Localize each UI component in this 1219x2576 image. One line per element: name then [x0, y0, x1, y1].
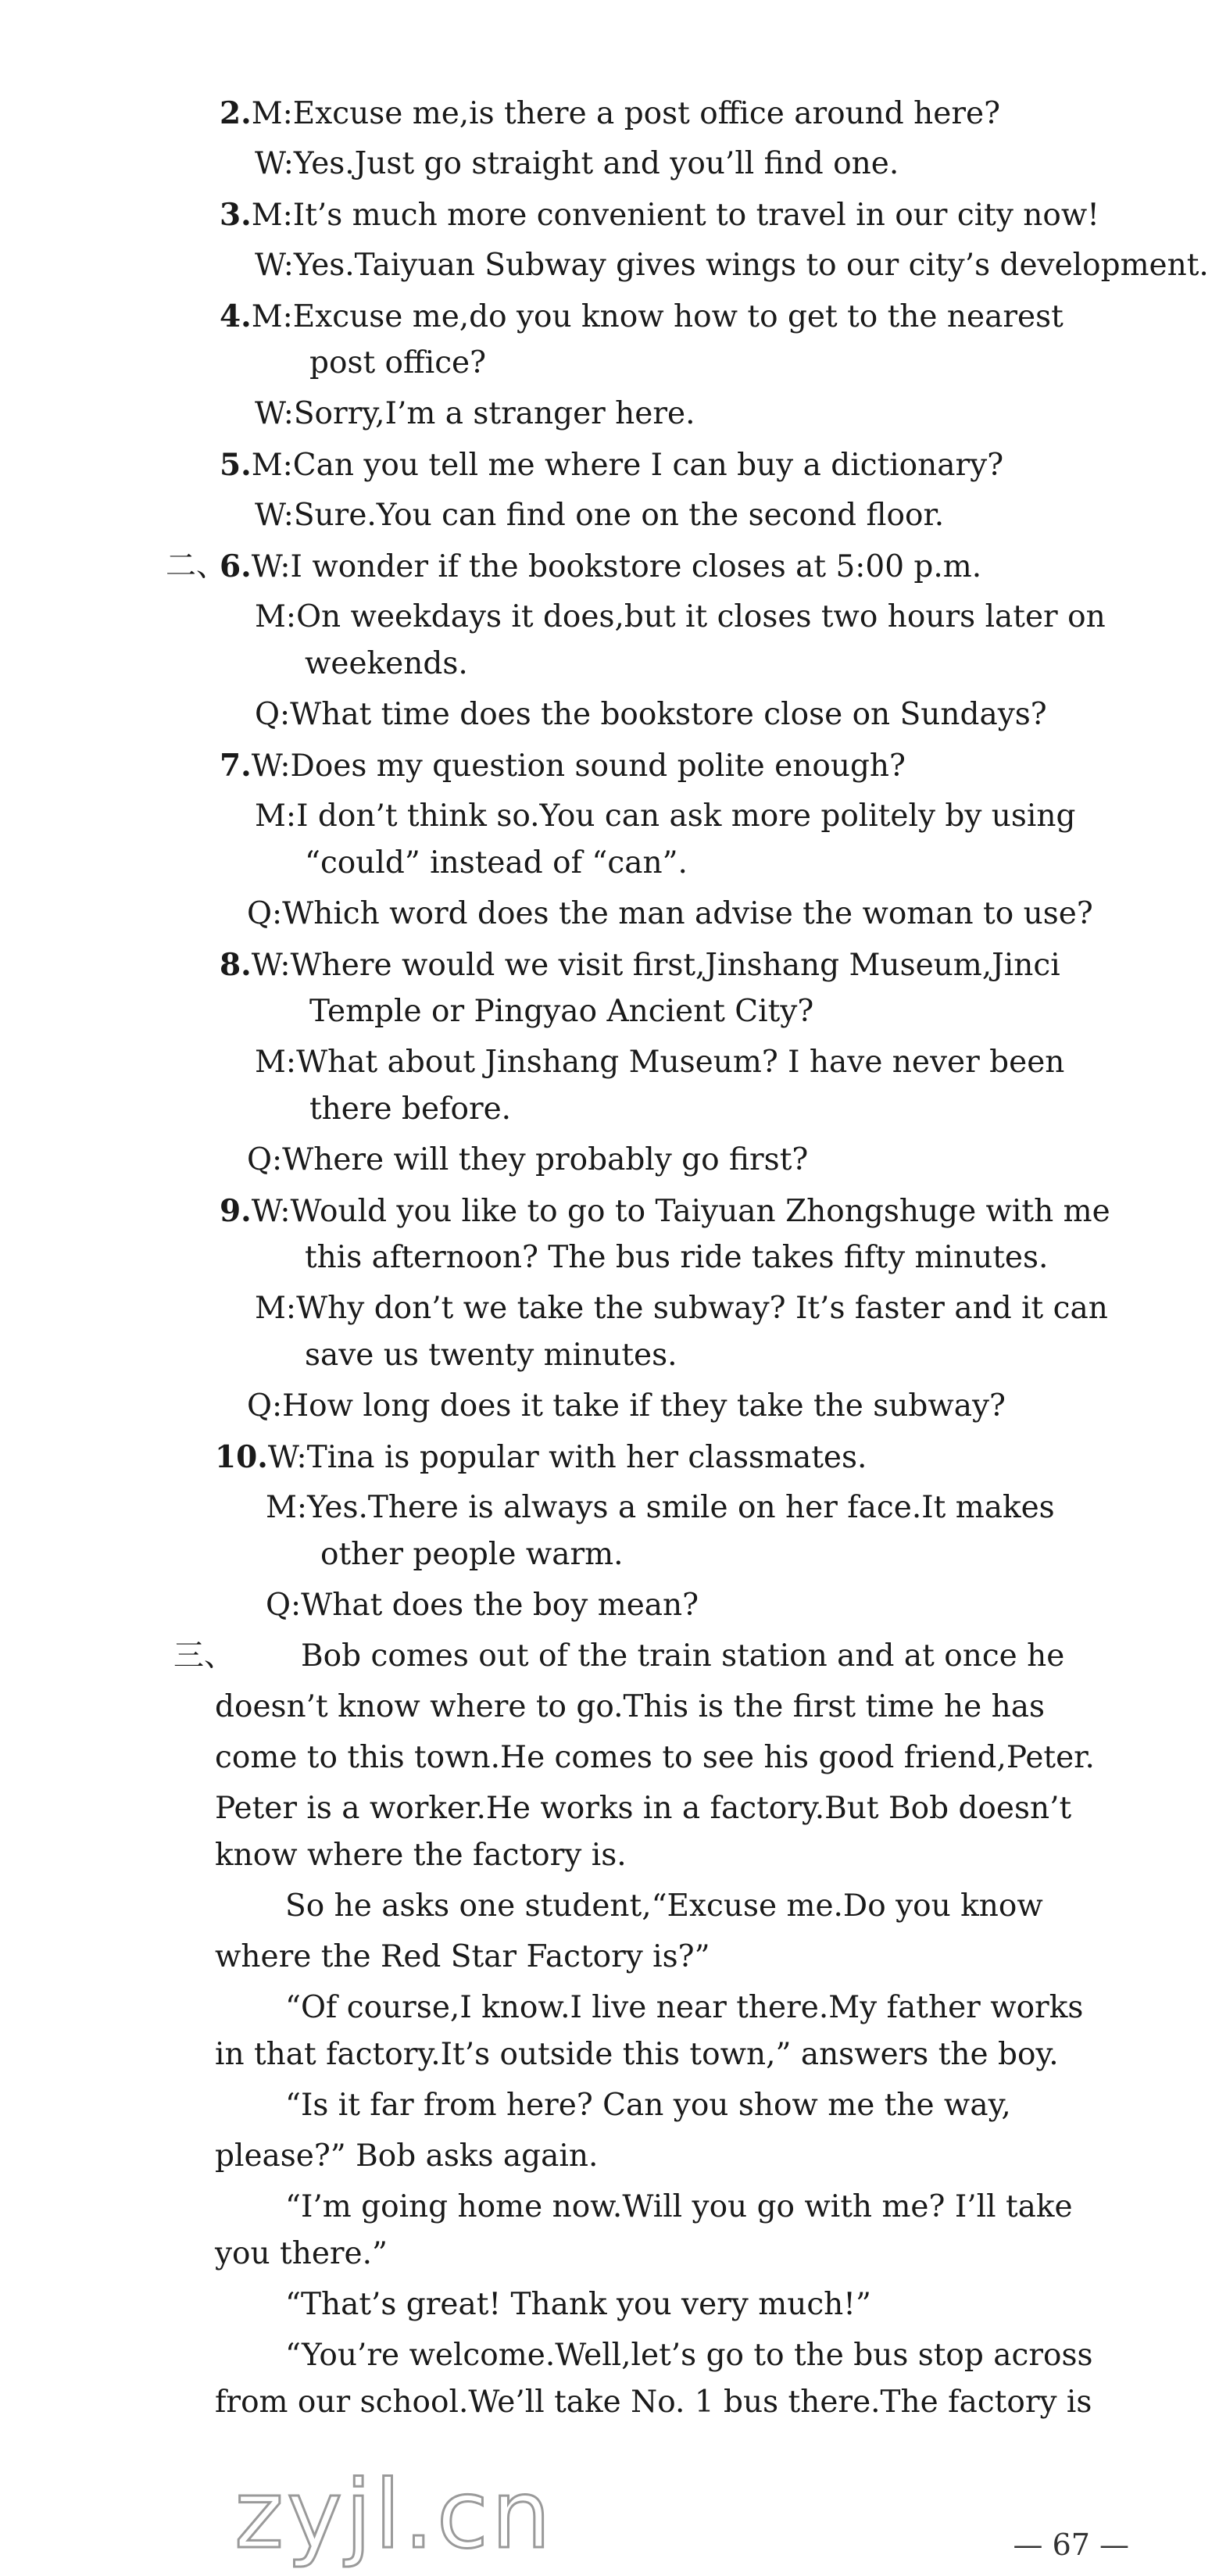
line-text: M:Yes.There is always a smile on her face.It makes — [266, 1490, 1055, 1525]
text-line — [220, 1188, 1219, 1234]
text-line — [266, 1582, 1219, 1629]
line-text: Temple or Pingyao Ancient City? — [309, 994, 814, 1029]
line-text: M:It’s much more convenient to travel in our city now! — [251, 198, 1099, 233]
line-text: Q:How long does it take if they take the subway? — [247, 1388, 1006, 1424]
text-line — [285, 2184, 1219, 2231]
line-text: come to this town.He comes to see his good friend,Peter. — [215, 1740, 1095, 1775]
text-line — [305, 1332, 1219, 1379]
line-text: W:Where would we visit first,Jinshang Museum,Jinci — [251, 948, 1060, 983]
line-text: Q:What time does the bookstore close on Sundays? — [255, 697, 1047, 732]
text-line — [255, 793, 1219, 840]
line-text: W:Sure.You can find one on the second floor. — [255, 498, 945, 533]
line-text: M:Excuse me,do you know how to get to the nearest — [251, 299, 1063, 334]
text-line — [220, 742, 1219, 789]
text-line — [305, 1234, 1219, 1281]
text-line — [285, 2082, 1219, 2129]
watermark-logo: zyjl.cn — [234, 2461, 554, 2570]
line-text: “could” instead of “can”. — [305, 845, 688, 881]
line-text: weekends. — [305, 646, 468, 681]
text-line — [255, 242, 1219, 289]
text-line — [320, 1531, 1219, 1578]
line-text: Bob comes out of the train station and at once he — [301, 1638, 1065, 1674]
line-text: “You’re welcome.Well,let’s go to the bus stop across — [285, 2338, 1093, 2373]
page-number: — 67 — — [1013, 2528, 1129, 2562]
text-line — [255, 1285, 1219, 1332]
text-line — [255, 492, 1219, 539]
line-text: “Is it far from here? Can you show me the way, — [285, 2088, 1011, 2123]
text-line — [305, 840, 1219, 887]
line-text: know where the factory is. — [215, 1838, 627, 1873]
line-text: “Of course,I know.I live near there.My father works — [285, 1990, 1084, 2025]
line-text: “That’s great! Thank you very much!” — [285, 2287, 871, 2322]
line-text: W:Yes.Just go straight and you’ll find one. — [255, 146, 899, 181]
text-line — [305, 641, 1219, 688]
text-line — [285, 1985, 1219, 2031]
text-line — [255, 141, 1219, 188]
line-text: W:Sorry,I’m a stranger here. — [255, 396, 695, 431]
line-text: where the Red Star Factory is?” — [215, 1939, 710, 1974]
text-line — [215, 1684, 1219, 1731]
question-number: 8. — [220, 947, 252, 983]
text-line — [309, 1086, 1219, 1133]
line-text: doesn’t know where to go.This is the first time he has — [215, 1689, 1046, 1724]
question-number: 7. — [220, 748, 252, 784]
line-text: W:Does my question sound polite enough? — [251, 749, 906, 784]
text-line — [220, 293, 1219, 340]
text-line — [215, 1735, 1219, 1781]
question-number: 6. — [220, 548, 252, 584]
question-number: 9. — [220, 1193, 252, 1229]
line-text: please?” Bob asks again. — [215, 2138, 599, 2174]
line-text: save us twenty minutes. — [305, 1338, 677, 1373]
text-line — [301, 1633, 1219, 1680]
text-line — [215, 1832, 1219, 1879]
text-line — [220, 543, 1219, 590]
text-line — [255, 594, 1219, 641]
question-number: 4. — [220, 298, 252, 334]
text-line — [247, 1383, 1219, 1430]
text-line — [255, 391, 1219, 438]
line-text: M:I don’t think so.You can ask more politely by using — [255, 799, 1076, 834]
line-text: M:Why don’t we take the subway? It’s faster and it can — [255, 1291, 1108, 1326]
line-text: M:What about Jinshang Museum? I have never been — [255, 1045, 1065, 1080]
section-label: 三、 — [173, 1638, 235, 1674]
text-line — [215, 2231, 1219, 2278]
line-text: from our school.We’ll take No. 1 bus there.The factory is — [215, 2385, 1092, 2420]
text-line — [215, 1934, 1219, 1981]
text-line — [266, 1485, 1219, 1531]
line-text: “I’m going home now.Will you go with me? I’ll take — [285, 2189, 1073, 2224]
text-line — [215, 2031, 1219, 2078]
line-text: Q:Which word does the man advise the woman to use? — [247, 896, 1093, 931]
line-text: W:Tina is popular with her classmates. — [267, 1440, 867, 1475]
question-number: 5. — [220, 447, 252, 483]
question-number: 2. — [220, 95, 252, 131]
section-label: 二、 — [166, 548, 227, 584]
line-text: M:On weekdays it does,but it closes two hours later on — [255, 599, 1106, 634]
line-text: post office? — [309, 345, 487, 381]
text-line — [220, 441, 1219, 488]
line-text: Peter is a worker.He works in a factory.But Bob doesn’t — [215, 1791, 1072, 1826]
text-line — [285, 2281, 1219, 2328]
question-number: 10. — [215, 1439, 268, 1475]
text-line — [220, 191, 1219, 238]
line-text: you there.” — [215, 2236, 388, 2271]
text-line — [309, 988, 1219, 1035]
text-line — [220, 90, 1219, 137]
line-text: M:Excuse me,is there a post office around here? — [251, 96, 1000, 131]
text-line — [309, 340, 1219, 387]
text-line — [215, 1785, 1219, 1832]
text-line — [255, 1039, 1219, 1086]
text-line — [215, 2379, 1219, 2426]
line-text: W:Yes.Taiyuan Subway gives wings to our city’s development. — [255, 248, 1209, 283]
line-text: Q:Where will they probably go first? — [247, 1142, 809, 1177]
line-text: W:I wonder if the bookstore closes at 5:00 p.m. — [251, 549, 982, 584]
question-number: 3. — [220, 197, 252, 233]
text-line — [247, 891, 1219, 938]
text-line — [285, 1883, 1219, 1930]
line-text: there before. — [309, 1091, 512, 1127]
line-text: other people warm. — [320, 1537, 624, 1572]
text-line — [255, 691, 1219, 738]
text-line — [215, 2133, 1219, 2180]
text-line — [220, 941, 1219, 988]
text-line — [215, 1434, 1219, 1481]
text-line — [285, 2332, 1219, 2379]
text-line — [247, 1137, 1219, 1184]
line-text: this afternoon? The bus ride takes fifty minutes. — [305, 1240, 1049, 1275]
line-text: M:Can you tell me where I can buy a dictionary? — [251, 448, 1004, 483]
line-text: So he asks one student,“Excuse me.Do you know — [285, 1888, 1043, 1924]
line-text: in that factory.It’s outside this town,” answers the boy. — [215, 2037, 1059, 2072]
line-text: Q:What does the boy mean? — [266, 1588, 699, 1623]
line-text: W:Would you like to go to Taiyuan Zhongshuge with me — [251, 1194, 1110, 1229]
